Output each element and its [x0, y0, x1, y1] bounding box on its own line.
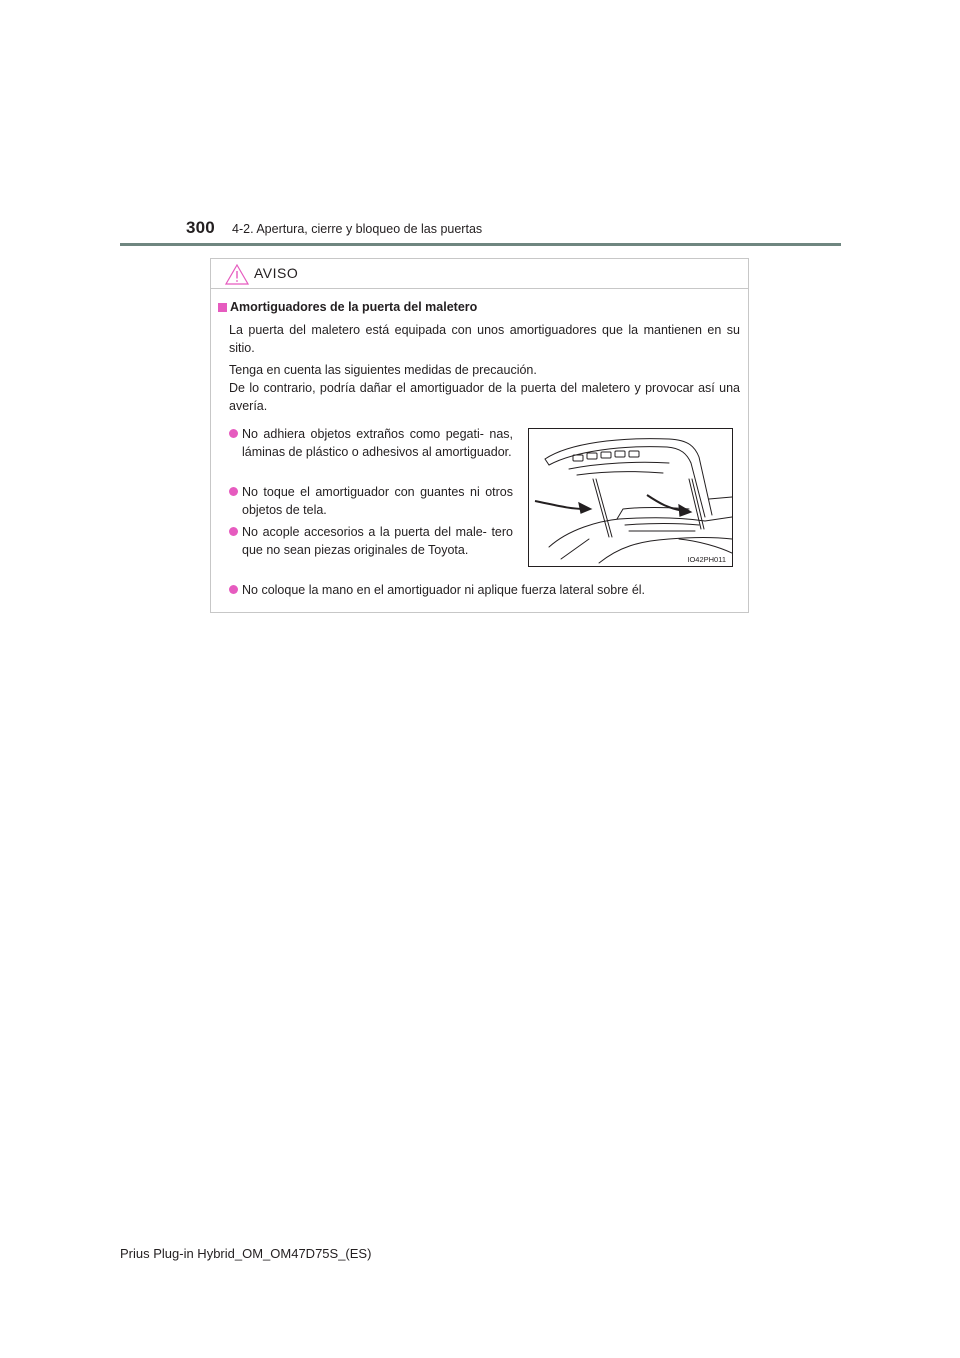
section-title: 4-2. Apertura, cierre y bloqueo de las puertas — [232, 222, 483, 236]
warning-box — [210, 258, 749, 613]
bullet-dot — [229, 527, 238, 536]
bullet-text: No coloque la mano en el amortiguador ni aplique fuerza lateral sobre él. — [242, 583, 646, 597]
footer-manual-id: Prius Plug-in Hybrid_OM_OM47D75S_(ES) — [120, 1246, 372, 1261]
bullet-item — [229, 581, 740, 599]
warning-triangle-icon — [225, 264, 249, 285]
bullet-text: No toque el amortiguador con guantes ni otros objetos de tela. — [242, 485, 513, 517]
figure-code: IO42PH011 — [687, 555, 726, 564]
paragraph-2: Tenga en cuenta las siguientes medidas de precaución. — [229, 363, 537, 377]
bullet-dot — [229, 585, 238, 594]
bullet-dot — [229, 429, 238, 438]
square-bullet — [218, 303, 227, 312]
trunk-damper-illustration — [528, 428, 733, 567]
header-rule — [120, 243, 841, 246]
bullet-text: No acople accesorios a la puerta del male- tero que no sean piezas originales de Toyota. — [242, 525, 513, 557]
warning-header — [211, 259, 748, 289]
page-number: 300 — [186, 218, 215, 237]
warning-label: AVISO — [254, 265, 299, 281]
bullet-item — [229, 425, 513, 461]
paragraph-3: De lo contrario, podría dañar el amortiguador de la puerta del maletero y provocar así una avería. — [229, 381, 740, 413]
bullet-item — [229, 523, 513, 559]
paragraph-1: La puerta del maletero está equipada con unos amortiguadores que la mantienen en su sitio. — [229, 323, 740, 355]
bullet-text: No adhiera objetos extraños como pegati- nas, láminas de plástico o adhesivos al amortiguador. — [242, 427, 513, 459]
warning-heading: Amortiguadores de la puerta del maletero — [230, 300, 478, 314]
bullet-dot — [229, 487, 238, 496]
bullet-item — [229, 483, 513, 519]
